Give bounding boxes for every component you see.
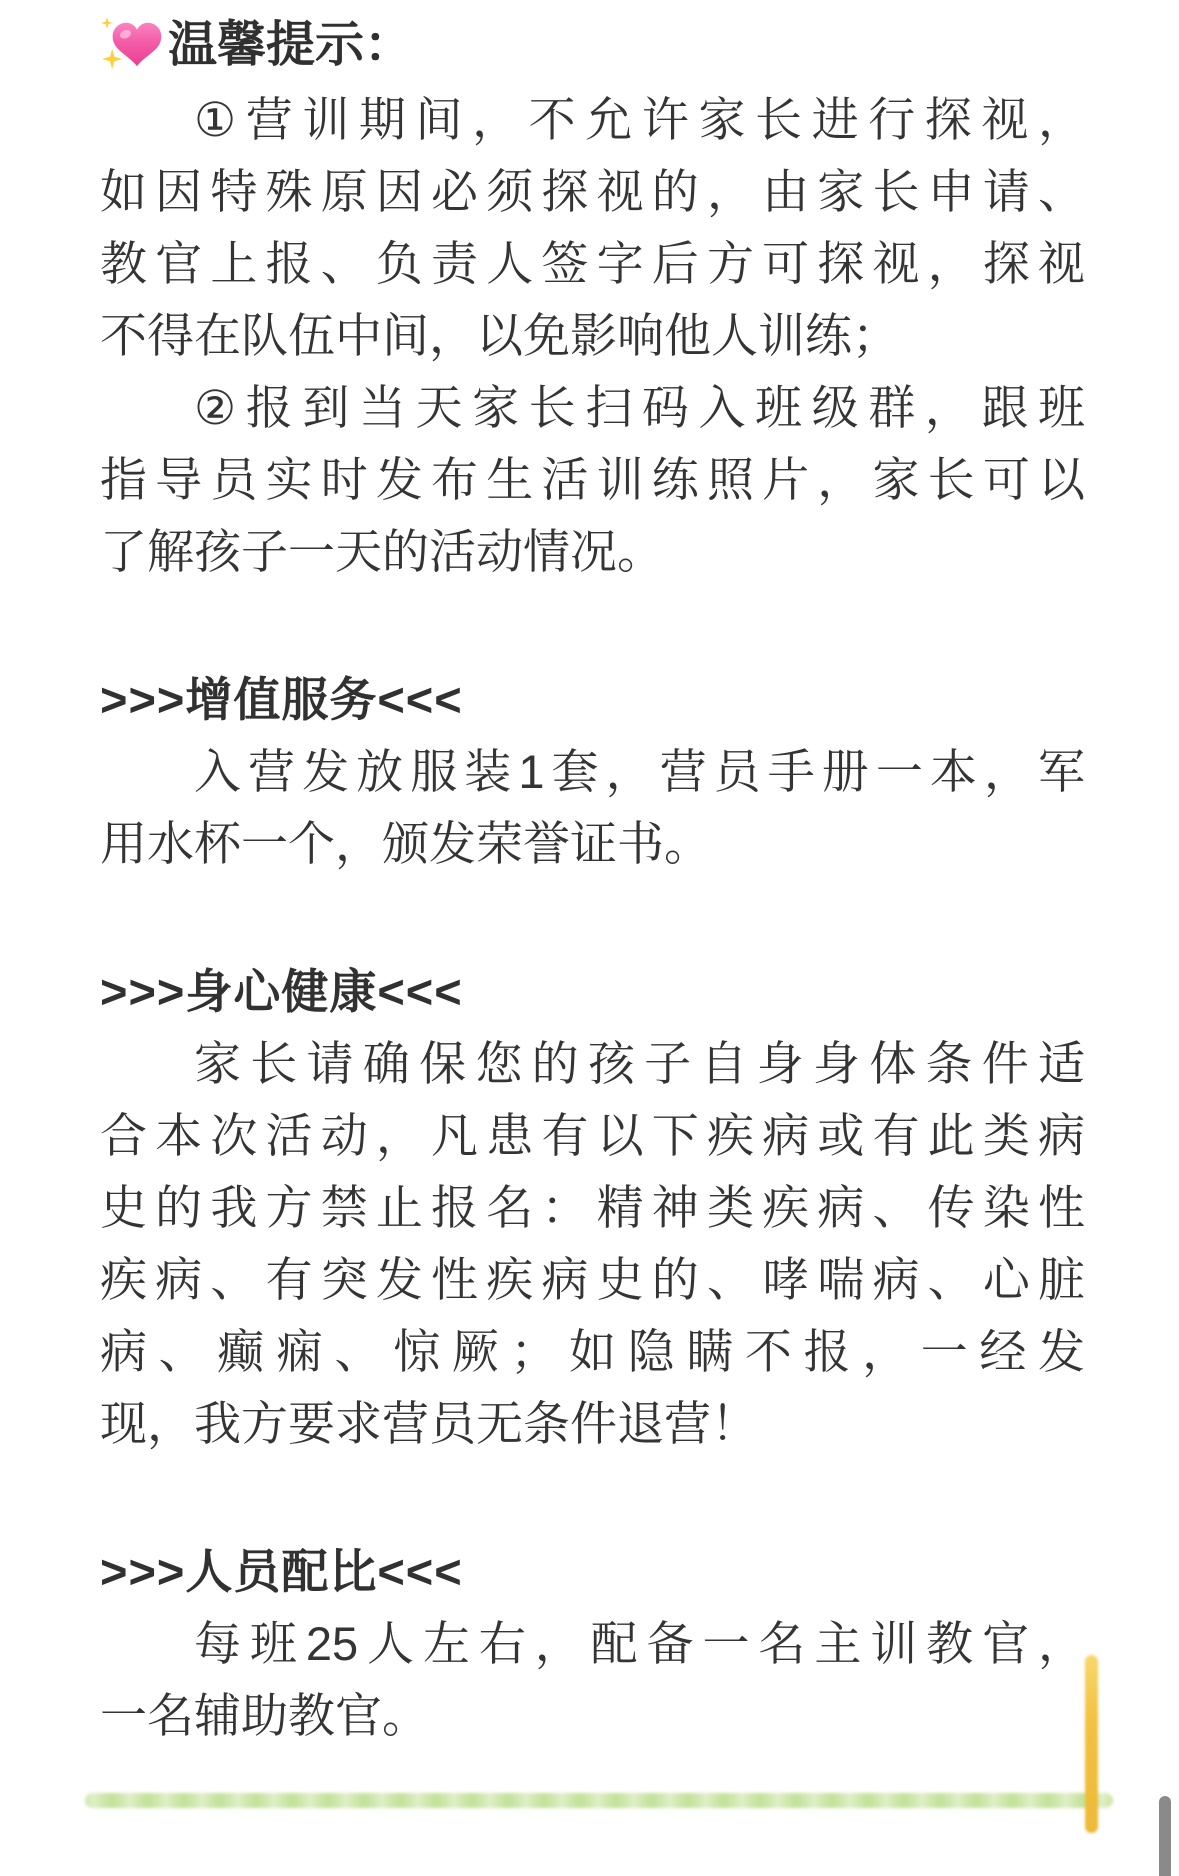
text-line: 如因特殊原因必须探视的，由家长申请、 xyxy=(100,165,1085,218)
text-line: 不得在队伍中间，以免影响他人训练； xyxy=(100,309,899,362)
green-crayon-underline xyxy=(85,1793,1113,1808)
tips-title xyxy=(100,6,1085,84)
text-line: 教官上报、负责人签字后方可探视，探视 xyxy=(100,237,1085,290)
text-line: 家长请确保您的孩子自身身体条件适 xyxy=(194,1037,1085,1090)
paragraph xyxy=(100,372,1085,588)
text-line: 了解孩子一天的活动情况。 xyxy=(100,525,664,578)
text-line: ②报到当天家长扫码入班级群，跟班 xyxy=(194,381,1085,434)
scrollbar-thumb[interactable] xyxy=(1159,1796,1171,1876)
text-line: 入营发放服装1套，营员手册一本，军 xyxy=(194,745,1085,798)
text-line: 指导员实时发布生活训练照片，家长可以 xyxy=(100,453,1085,506)
tips-title-text: 温馨提示： xyxy=(168,18,414,72)
text-line: 合本次活动，凡患有以下疾病或有此类病 xyxy=(100,1109,1085,1162)
text-line: 一名辅助教官。 xyxy=(100,1689,429,1742)
text-line: ①营训期间，不允许家长进行探视， xyxy=(194,93,1085,146)
text-line: 疾病、有突发性疾病史的、哮喘病、心脏 xyxy=(100,1253,1085,1306)
yellow-crayon-line xyxy=(1085,1655,1098,1833)
paragraph xyxy=(100,1608,1085,1752)
sparkling-heart-icon xyxy=(100,16,162,74)
paragraph xyxy=(100,84,1085,372)
text-line: 史的我方禁止报名：精神类疾病、传染性 xyxy=(100,1181,1085,1234)
text-line: 每班25人左右，配备一名主训教官， xyxy=(194,1617,1085,1670)
text-line: 用水杯一个，颁发荣誉证书。 xyxy=(100,817,711,870)
section-heading-staff-ratio: >>>人员配比<<< xyxy=(100,1545,463,1598)
text-line: 现，我方要求营员无条件退营！ xyxy=(100,1397,758,1450)
paragraph xyxy=(100,1028,1085,1460)
section-heading-health: >>>身心健康<<< xyxy=(100,965,463,1018)
text-line: 病、癫痫、惊厥；如隐瞒不报，一经发 xyxy=(100,1325,1085,1378)
paragraph xyxy=(100,736,1085,880)
section-heading-value-added-services: >>>增值服务<<< xyxy=(100,673,463,726)
